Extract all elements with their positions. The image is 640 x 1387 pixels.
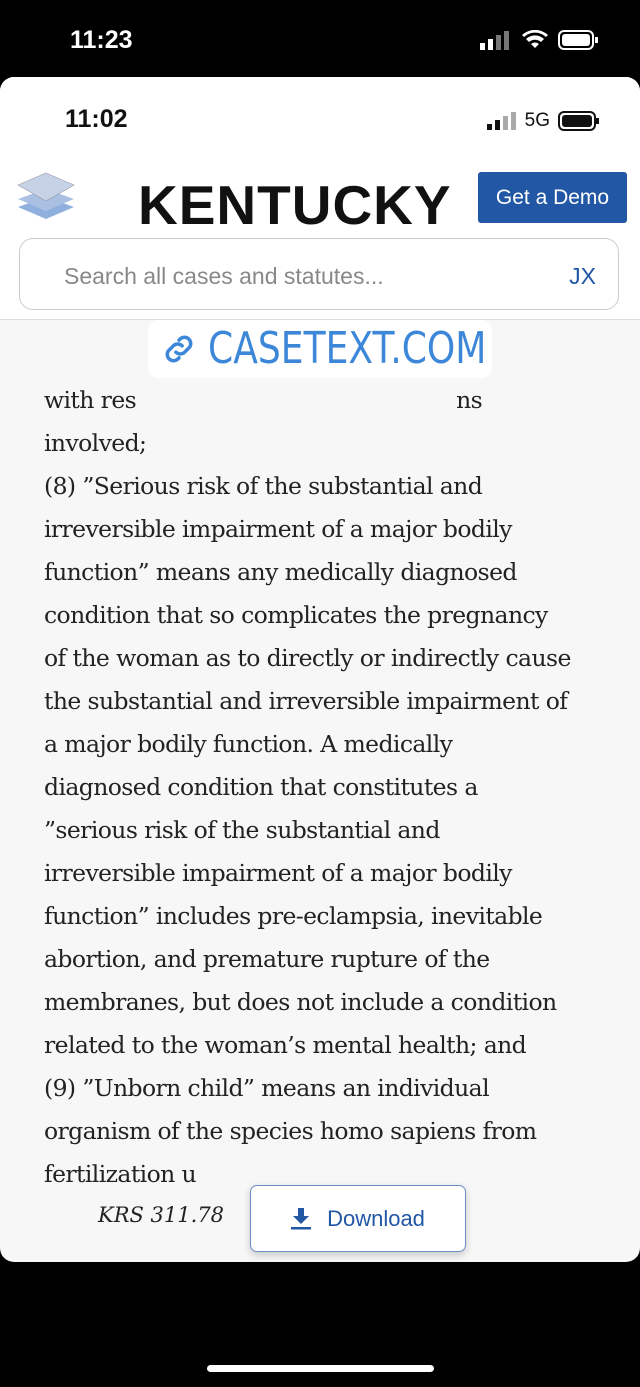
link-icon: [160, 330, 198, 368]
text-line: (9) ”Unborn child” means an individual: [44, 1074, 489, 1102]
text-line: function” includes pre-eclampsia, inevitable: [44, 902, 543, 930]
search-input[interactable]: [19, 238, 619, 310]
download-icon: [291, 1208, 311, 1230]
text-line: a major bodily function. A medically: [44, 730, 453, 758]
text-line: condition that so complicates the pregnancy: [44, 601, 548, 629]
text-line: of the woman as to directly or indirectly cause: [44, 644, 571, 672]
jurisdiction-button[interactable]: JX: [569, 263, 596, 289]
statute-text: [44, 379, 571, 1196]
text-line: function” means any medically diagnosed: [44, 558, 517, 586]
text-line: involved;: [44, 429, 147, 457]
outer-status-icons: [480, 30, 598, 50]
text-line: abortion, and premature rupture of the: [44, 945, 490, 973]
home-indicator[interactable]: [207, 1365, 434, 1372]
get-a-demo-button[interactable]: Get a Demo: [478, 172, 627, 223]
screenshot-card: [0, 77, 640, 1262]
wifi-icon: [522, 30, 548, 50]
text-line: ”serious risk of the substantial and: [44, 816, 440, 844]
text-line: related to the woman’s mental health; and: [44, 1031, 527, 1059]
text-line: the substantial and irreversible impairment of: [44, 687, 568, 715]
text-line: diagnosed condition that constitutes a: [44, 773, 478, 801]
signal-icon: [487, 112, 517, 130]
battery-icon: [558, 30, 598, 50]
overlay-title: KENTUCKY: [138, 174, 452, 236]
inner-status-icons: [487, 110, 600, 132]
battery-icon: [558, 111, 600, 131]
network-label: 5G: [524, 110, 550, 131]
text-line: membranes, but does not include a condition: [44, 988, 557, 1016]
logo-icon[interactable]: [17, 171, 75, 221]
search-placeholder: Search all cases and statutes...: [64, 263, 384, 289]
citation: KRS 311.78: [98, 1203, 225, 1227]
text-line: (8) ”Serious risk of the substantial and: [44, 472, 483, 500]
inner-status-time: 11:02: [65, 105, 128, 133]
text-line: with res ns: [44, 386, 483, 414]
download-button[interactable]: [250, 1185, 466, 1252]
text-line: irreversible impairment of a major bodily: [44, 859, 512, 887]
signal-icon: [480, 30, 512, 50]
outer-status-time: 11:23: [70, 26, 133, 54]
overlay-link[interactable]: CASETEXT.COM: [208, 323, 487, 374]
download-label: Download: [327, 1205, 425, 1231]
text-line: irreversible impairment of a major bodily: [44, 515, 512, 543]
text-line: organism of the species homo sapiens from: [44, 1117, 537, 1145]
text-line: fertilization u: [44, 1160, 197, 1188]
